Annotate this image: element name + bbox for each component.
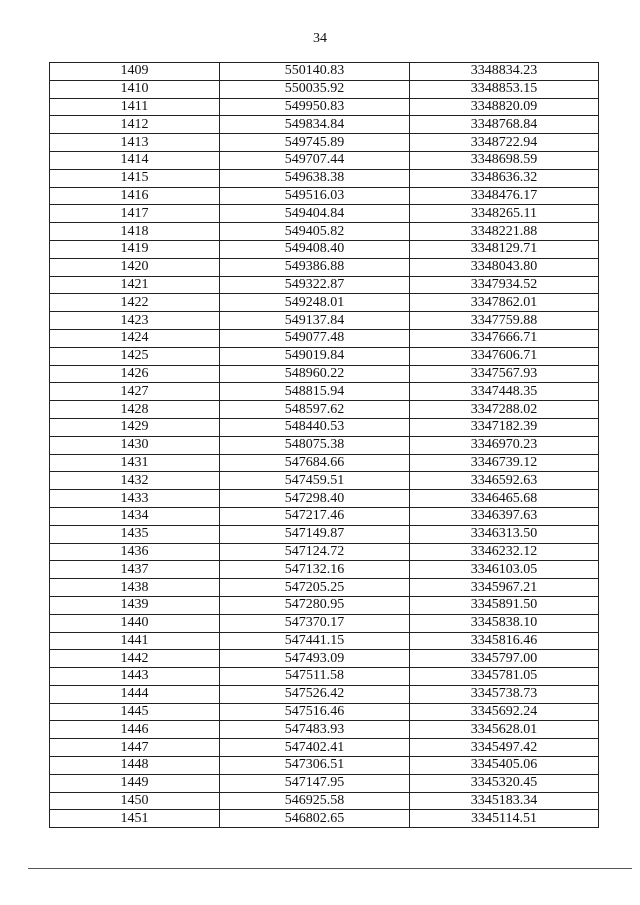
x-coordinate-cell: 549019.84 [220, 347, 410, 365]
table-row [50, 98, 599, 116]
table-row [50, 596, 599, 614]
table-row [50, 543, 599, 561]
y-coordinate-cell: 3348265.11 [410, 205, 599, 223]
y-coordinate-cell: 3347666.71 [410, 329, 599, 347]
y-coordinate-cell: 3348820.09 [410, 98, 599, 116]
y-coordinate-cell: 3345114.51 [410, 810, 599, 828]
point-number-cell: 1447 [50, 739, 220, 757]
table-row [50, 774, 599, 792]
x-coordinate-cell: 547124.72 [220, 543, 410, 561]
table-row [50, 757, 599, 775]
x-coordinate-cell: 547280.95 [220, 596, 410, 614]
table-row [50, 614, 599, 632]
x-coordinate-cell: 549248.01 [220, 294, 410, 312]
point-number-cell: 1445 [50, 703, 220, 721]
y-coordinate-cell: 3347934.52 [410, 276, 599, 294]
y-coordinate-cell: 3347182.39 [410, 418, 599, 436]
x-coordinate-cell: 549516.03 [220, 187, 410, 205]
y-coordinate-cell: 3348043.80 [410, 258, 599, 276]
x-coordinate-cell: 547205.25 [220, 579, 410, 597]
x-coordinate-cell: 547217.46 [220, 507, 410, 525]
table-row [50, 703, 599, 721]
y-coordinate-cell: 3345797.00 [410, 650, 599, 668]
y-coordinate-cell: 3348834.23 [410, 63, 599, 81]
x-coordinate-cell: 547441.15 [220, 632, 410, 650]
x-coordinate-cell: 549707.44 [220, 151, 410, 169]
table-row [50, 347, 599, 365]
y-coordinate-cell: 3347862.01 [410, 294, 599, 312]
x-coordinate-cell: 548075.38 [220, 436, 410, 454]
point-number-cell: 1415 [50, 169, 220, 187]
y-coordinate-cell: 3345320.45 [410, 774, 599, 792]
y-coordinate-cell: 3345738.73 [410, 685, 599, 703]
point-number-cell: 1449 [50, 774, 220, 792]
table-row [50, 436, 599, 454]
y-coordinate-cell: 3348221.88 [410, 223, 599, 241]
point-number-cell: 1431 [50, 454, 220, 472]
y-coordinate-cell: 3348698.59 [410, 151, 599, 169]
point-number-cell: 1419 [50, 240, 220, 258]
table-row [50, 792, 599, 810]
x-coordinate-cell: 547132.16 [220, 561, 410, 579]
point-number-cell: 1426 [50, 365, 220, 383]
y-coordinate-cell: 3348768.84 [410, 116, 599, 134]
table-row [50, 312, 599, 330]
point-number-cell: 1437 [50, 561, 220, 579]
table-row [50, 561, 599, 579]
coordinates-table-body [50, 63, 599, 828]
table-row [50, 650, 599, 668]
x-coordinate-cell: 550035.92 [220, 80, 410, 98]
y-coordinate-cell: 3348722.94 [410, 134, 599, 152]
table-row [50, 721, 599, 739]
x-coordinate-cell: 548597.62 [220, 401, 410, 419]
point-number-cell: 1425 [50, 347, 220, 365]
table-row [50, 365, 599, 383]
point-number-cell: 1416 [50, 187, 220, 205]
x-coordinate-cell: 549638.38 [220, 169, 410, 187]
table-row [50, 276, 599, 294]
point-number-cell: 1424 [50, 329, 220, 347]
table-row [50, 258, 599, 276]
point-number-cell: 1434 [50, 507, 220, 525]
point-number-cell: 1410 [50, 80, 220, 98]
point-number-cell: 1421 [50, 276, 220, 294]
x-coordinate-cell: 547526.42 [220, 685, 410, 703]
x-coordinate-cell: 547370.17 [220, 614, 410, 632]
table-row [50, 685, 599, 703]
table-row [50, 739, 599, 757]
y-coordinate-cell: 3345816.46 [410, 632, 599, 650]
table-row [50, 169, 599, 187]
table-row [50, 329, 599, 347]
y-coordinate-cell: 3347606.71 [410, 347, 599, 365]
table-row [50, 810, 599, 828]
point-number-cell: 1438 [50, 579, 220, 597]
x-coordinate-cell: 549950.83 [220, 98, 410, 116]
x-coordinate-cell: 548815.94 [220, 383, 410, 401]
point-number-cell: 1435 [50, 525, 220, 543]
point-number-cell: 1414 [50, 151, 220, 169]
y-coordinate-cell: 3348636.32 [410, 169, 599, 187]
x-coordinate-cell: 548960.22 [220, 365, 410, 383]
y-coordinate-cell: 3346465.68 [410, 490, 599, 508]
table-row [50, 223, 599, 241]
x-coordinate-cell: 549404.84 [220, 205, 410, 223]
page-number: 34 [313, 31, 327, 46]
y-coordinate-cell: 3348129.71 [410, 240, 599, 258]
y-coordinate-cell: 3347288.02 [410, 401, 599, 419]
table-row [50, 490, 599, 508]
x-coordinate-cell: 549077.48 [220, 329, 410, 347]
point-number-cell: 1413 [50, 134, 220, 152]
point-number-cell: 1433 [50, 490, 220, 508]
table-row [50, 401, 599, 419]
coordinates-table [49, 62, 599, 828]
table-row [50, 134, 599, 152]
table-row [50, 383, 599, 401]
x-coordinate-cell: 547459.51 [220, 472, 410, 490]
point-number-cell: 1444 [50, 685, 220, 703]
x-coordinate-cell: 547147.95 [220, 774, 410, 792]
point-number-cell: 1418 [50, 223, 220, 241]
table-row [50, 294, 599, 312]
point-number-cell: 1427 [50, 383, 220, 401]
y-coordinate-cell: 3345497.42 [410, 739, 599, 757]
y-coordinate-cell: 3347448.35 [410, 383, 599, 401]
x-coordinate-cell: 547149.87 [220, 525, 410, 543]
point-number-cell: 1436 [50, 543, 220, 561]
point-number-cell: 1442 [50, 650, 220, 668]
y-coordinate-cell: 3345967.21 [410, 579, 599, 597]
footer-rule [28, 868, 632, 869]
point-number-cell: 1450 [50, 792, 220, 810]
point-number-cell: 1417 [50, 205, 220, 223]
x-coordinate-cell: 549408.40 [220, 240, 410, 258]
table-row [50, 418, 599, 436]
point-number-cell: 1428 [50, 401, 220, 419]
x-coordinate-cell: 549745.89 [220, 134, 410, 152]
x-coordinate-cell: 546925.58 [220, 792, 410, 810]
x-coordinate-cell: 547298.40 [220, 490, 410, 508]
x-coordinate-cell: 547306.51 [220, 757, 410, 775]
point-number-cell: 1422 [50, 294, 220, 312]
y-coordinate-cell: 3345891.50 [410, 596, 599, 614]
x-coordinate-cell: 549137.84 [220, 312, 410, 330]
table-row [50, 632, 599, 650]
x-coordinate-cell: 550140.83 [220, 63, 410, 81]
table-row [50, 525, 599, 543]
y-coordinate-cell: 3347567.93 [410, 365, 599, 383]
y-coordinate-cell: 3346970.23 [410, 436, 599, 454]
x-coordinate-cell: 547402.41 [220, 739, 410, 757]
y-coordinate-cell: 3346103.05 [410, 561, 599, 579]
x-coordinate-cell: 549386.88 [220, 258, 410, 276]
y-coordinate-cell: 3346739.12 [410, 454, 599, 472]
table-row [50, 205, 599, 223]
table-row [50, 240, 599, 258]
y-coordinate-cell: 3347759.88 [410, 312, 599, 330]
point-number-cell: 1423 [50, 312, 220, 330]
point-number-cell: 1409 [50, 63, 220, 81]
point-number-cell: 1446 [50, 721, 220, 739]
table-row [50, 668, 599, 686]
point-number-cell: 1430 [50, 436, 220, 454]
point-number-cell: 1411 [50, 98, 220, 116]
point-number-cell: 1443 [50, 668, 220, 686]
y-coordinate-cell: 3346232.12 [410, 543, 599, 561]
x-coordinate-cell: 549405.82 [220, 223, 410, 241]
table-row [50, 507, 599, 525]
point-number-cell: 1441 [50, 632, 220, 650]
point-number-cell: 1451 [50, 810, 220, 828]
x-coordinate-cell: 549322.87 [220, 276, 410, 294]
x-coordinate-cell: 549834.84 [220, 116, 410, 134]
table-row [50, 116, 599, 134]
x-coordinate-cell: 547493.09 [220, 650, 410, 668]
y-coordinate-cell: 3346397.63 [410, 507, 599, 525]
table-row [50, 80, 599, 98]
point-number-cell: 1420 [50, 258, 220, 276]
point-number-cell: 1429 [50, 418, 220, 436]
x-coordinate-cell: 547516.46 [220, 703, 410, 721]
y-coordinate-cell: 3348476.17 [410, 187, 599, 205]
point-number-cell: 1439 [50, 596, 220, 614]
y-coordinate-cell: 3346592.63 [410, 472, 599, 490]
y-coordinate-cell: 3348853.15 [410, 80, 599, 98]
x-coordinate-cell: 547483.93 [220, 721, 410, 739]
y-coordinate-cell: 3345692.24 [410, 703, 599, 721]
y-coordinate-cell: 3345781.05 [410, 668, 599, 686]
x-coordinate-cell: 547511.58 [220, 668, 410, 686]
y-coordinate-cell: 3345628.01 [410, 721, 599, 739]
point-number-cell: 1432 [50, 472, 220, 490]
x-coordinate-cell: 548440.53 [220, 418, 410, 436]
table-row [50, 579, 599, 597]
point-number-cell: 1448 [50, 757, 220, 775]
point-number-cell: 1412 [50, 116, 220, 134]
table-row [50, 472, 599, 490]
table-row [50, 454, 599, 472]
point-number-cell: 1440 [50, 614, 220, 632]
y-coordinate-cell: 3345838.10 [410, 614, 599, 632]
table-row [50, 63, 599, 81]
y-coordinate-cell: 3345183.34 [410, 792, 599, 810]
table-row [50, 187, 599, 205]
y-coordinate-cell: 3345405.06 [410, 757, 599, 775]
x-coordinate-cell: 546802.65 [220, 810, 410, 828]
table-row [50, 151, 599, 169]
y-coordinate-cell: 3346313.50 [410, 525, 599, 543]
x-coordinate-cell: 547684.66 [220, 454, 410, 472]
